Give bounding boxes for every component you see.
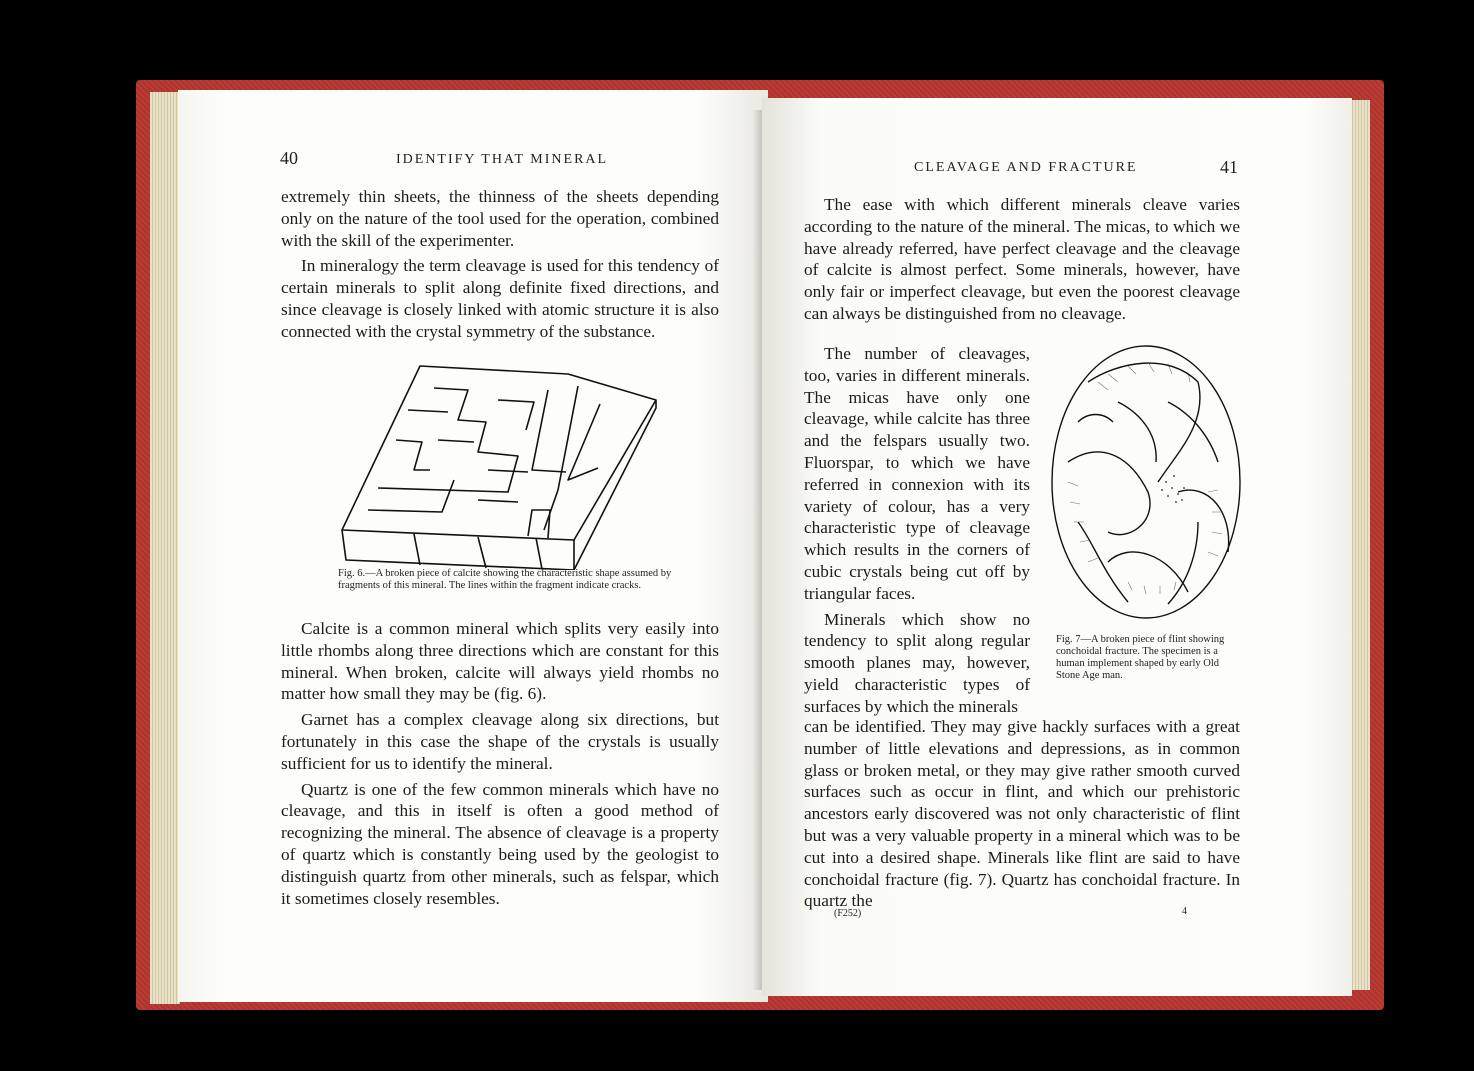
- paragraph: Calcite is a common mineral which splits very easily into little rhombs along three directions which are constant for this mineral. When broken, calcite will always yield rhombs no matter how small they may be (fig. 6).: [281, 619, 719, 704]
- page-number: 41: [1220, 157, 1238, 177]
- hatching: [1098, 362, 1190, 390]
- crack-line: [488, 470, 528, 472]
- text-block-top: [804, 194, 1240, 325]
- hatching: [1208, 490, 1222, 556]
- crack-line: [438, 440, 474, 442]
- crack-line: [536, 538, 542, 569]
- crack-line: [544, 386, 578, 530]
- text-block-wrap: [804, 343, 1030, 718]
- right-page: [762, 98, 1352, 996]
- text-block-bottom: [804, 716, 1240, 912]
- left-page: [178, 90, 768, 1002]
- flint-outline: [1052, 346, 1240, 618]
- flake-scar: [1108, 552, 1188, 592]
- flake-scar: [1078, 415, 1113, 423]
- stippled-area: [1161, 475, 1185, 503]
- flint-figure: [1048, 342, 1244, 624]
- calcite-outline: [342, 366, 656, 540]
- paragraph: Quartz is one of the few common minerals which have no cleavage, and this in itself is often a good method of recognizing the mineral. The absence of cleavage is a property of quartz which is constantly being used by the geologist to distinguish quartz from other minerals, such as felspar, which it sometimes closely resembles.: [281, 779, 719, 908]
- hatching: [1068, 482, 1098, 562]
- figure-caption: Fig. 7—A broken piece of flint showing conchoidal fracture. The specimen is a human implement shaped by early Old Stone Age man.: [1056, 634, 1225, 681]
- calcite-front-face: [342, 530, 574, 570]
- page-edges-left: [150, 92, 180, 1004]
- crack-line: [478, 537, 486, 568]
- paragraph: can be identified. They may give hackly surfaces with a great number of little elevations and depressions, as in common glass or broken metal, or they may give rather smooth curved surfaces such as occur in flint, and which our prehistoric ancestors early discovered was not only characteristic of flint but was a very valuable property in a mineral which was to be cut into a desired shape. Minerals like flint are said to have conchoidal fracture (fig. 7). Quartz has conchoidal fracture. In quartz the: [804, 717, 1240, 911]
- footer-code: (F252): [834, 908, 862, 919]
- paragraph: The number of cleavages, too, varies in different minerals. The micas have only one cleavage, while calcite has three and the felspars usually two. Fluorspar, to which we have referred in connexion with its variety of colour, has a very characteristic type of cleavage which results in the corners of cubic crystals being cut off by triangular faces.: [804, 344, 1030, 603]
- crack-line: [478, 500, 518, 502]
- paragraph: The ease with which different minerals cleave varies according to the nature of the mineral. The micas, to which we have already referred, have perfect cleavage and the cleavage of calcite is almost perfect. Some minerals, however, have only fair or imperfect cleavage, but even the poorest cleavage can always be distinguished from no cleavage.: [804, 195, 1240, 323]
- flake-scar: [1178, 490, 1229, 552]
- flake-scar: [1168, 402, 1218, 462]
- flake-scar: [1168, 522, 1198, 604]
- crack-line: [368, 480, 454, 512]
- text-block-top: [281, 186, 719, 343]
- paragraph: extremely thin sheets, the thinness of the sheets depending only on the nature of the tool used for the operation, combined with the skill of the experimenter.: [281, 187, 719, 250]
- paragraph: Garnet has a complex cleavage along six directions, but fortunately in this case the shape of the crystals is usually sufficient for us to identify the mineral.: [281, 710, 719, 773]
- running-head: CLEAVAGE AND FRACTURE: [914, 160, 1138, 175]
- crack-line: [532, 390, 566, 472]
- flake-scar: [1118, 402, 1156, 462]
- calcite-side-edge: [574, 400, 656, 570]
- paragraph: Minerals which show no tendency to split along regular smooth planes may, however, yield characteristic types of surfaces by which the minerals: [804, 609, 1030, 716]
- crack-line: [498, 400, 534, 430]
- signature-mark: 4: [1182, 906, 1187, 917]
- page-number: 40: [280, 148, 298, 168]
- hatching: [1128, 582, 1176, 594]
- figure-caption: Fig. 6.—A broken piece of calcite showing the characteristic shape assumed by fragments of this mineral. The lines within the fragment indicate cracks.: [338, 568, 672, 591]
- crack-line: [396, 440, 430, 470]
- calcite-figure: [338, 360, 668, 570]
- paragraph: In mineralogy the term cleavage is used for this tendency of certain minerals to split along definite fixed directions, and since cleavage is closely linked with atomic structure it is also connected with the crystal symmetry of the substance.: [281, 256, 719, 341]
- running-head: IDENTIFY THAT MINERAL: [396, 152, 609, 167]
- crack-line: [408, 410, 448, 412]
- text-block-bottom: [281, 618, 719, 909]
- crack-line: [414, 534, 420, 565]
